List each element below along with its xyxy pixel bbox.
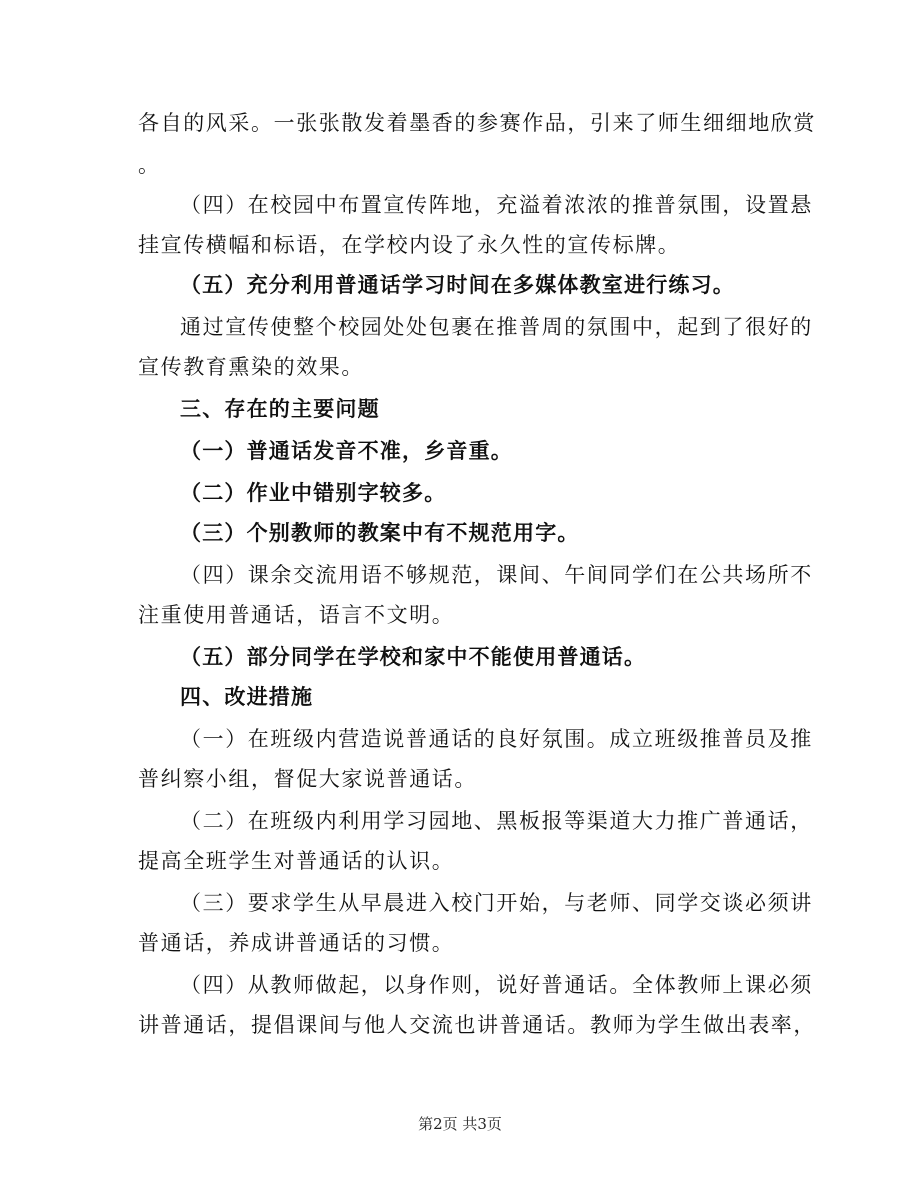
paragraph-line: （四）课余交流用语不够规范，课间、午间同学们在公共场所不 [180,563,813,587]
paragraph-line: （四）从教师做起，以身作则，说好普通话。全体教师上课必须 [180,973,813,997]
bold-item-line: （五）充分利用普通话学习时间在多媒体教室进行练习。 [180,273,735,297]
paragraph-line: 。 [138,153,161,177]
paragraph-line: （二）在班级内利用学习园地、黑板报等渠道大力推广普通话， [180,809,813,833]
paragraph-line: （三）要求学生从早晨进入校门开始，与老师、同学交谈必须讲 [180,891,813,915]
paragraph-line: 普纠察小组，督促大家说普通话。 [138,767,477,791]
page-number-footer: 第2页 共3页 [418,1115,502,1133]
paragraph-line: 通过宣传使整个校园处处包裹在推普周的氛围中，起到了很好的 [180,315,813,339]
bold-item-line: （一）普通话发音不准，乡音重。 [180,439,513,463]
section-heading: 三、存在的主要问题 [180,397,380,421]
paragraph-line: 注重使用普通话，语言不文明。 [138,603,455,627]
section-heading: 四、改进措施 [180,685,314,709]
paragraph-line: 宣传教育熏染的效果。 [138,355,364,379]
paragraph-line: 各自的风采。一张张散发着墨香的参赛作品，引来了师生细细地欣赏 [138,111,816,135]
paragraph-line: （一）在班级内营造说普通话的良好氛围。成立班级推普员及推 [180,727,813,751]
paragraph-line: 提高全班学生对普通话的认识。 [138,849,455,873]
paragraph-line: （四）在校园中布置宣传阵地，充溢着浓浓的推普氛围，设置悬 [180,193,813,217]
bold-item-line: （五）部分同学在学校和家中不能使用普通话。 [180,645,647,669]
paragraph-line: 讲普通话，提倡课间与他人交流也讲普通话。教师为学生做出表率， [138,1013,816,1037]
paragraph-line: 普通话，养成讲普通话的习惯。 [138,931,455,955]
bold-item-line: （三）个别教师的教案中有不规范用字。 [180,521,580,545]
bold-item-line: （二）作业中错别字较多。 [180,481,447,505]
paragraph-line: 挂宣传横幅和标语，在学校内设了永久性的宣传标牌。 [138,233,681,257]
